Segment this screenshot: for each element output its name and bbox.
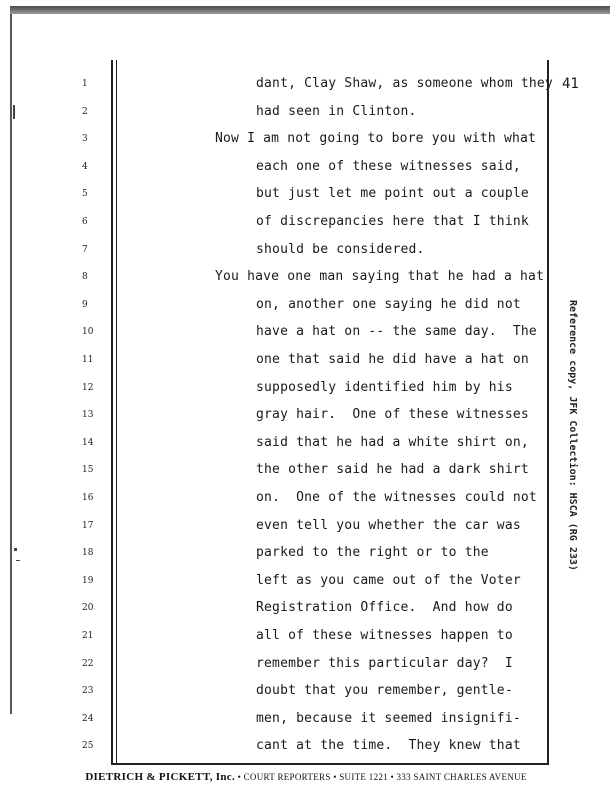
line-number: 18 [82, 548, 94, 558]
transcript-line: even tell you whether the car was [256, 518, 521, 533]
line-number: 1 [82, 79, 88, 89]
transcript-frame-inner-rule [116, 60, 117, 763]
transcript-line: left as you came out of the Voter [256, 573, 521, 588]
page-number: 41 [562, 76, 579, 92]
line-number: 4 [82, 162, 88, 172]
transcript-line: have a hat on -- the same day. The [256, 324, 537, 339]
transcript-line: cant at the time. They knew that [256, 738, 521, 753]
line-number: 11 [82, 355, 94, 365]
footer-service: COURT REPORTERS [243, 772, 331, 782]
line-number: 13 [82, 410, 94, 420]
transcript-line: remember this particular day? I [256, 656, 513, 671]
reference-copy-note: Reference copy, JFK Collection: HSCA (RG 233) [567, 300, 578, 571]
transcript-line: supposedly identified him by his [256, 380, 513, 395]
line-number: 21 [82, 631, 94, 641]
transcript-line: all of these witnesses happen to [256, 628, 513, 643]
footer-firm: DIETRICH & PICKETT, Inc. [85, 771, 236, 783]
page-left-edge [10, 14, 12, 714]
line-number: 2 [82, 107, 88, 117]
transcript-line: men, because it seemed insignifi- [256, 711, 521, 726]
transcript-line: parked to the right or to the [256, 545, 489, 560]
transcript-line: had seen in Clinton. [256, 104, 417, 119]
transcript-line: of discrepancies here that I think [256, 214, 529, 229]
transcript-line: one that said he did have a hat on [256, 352, 529, 367]
line-number: 20 [82, 603, 94, 613]
transcript-line: each one of these witnesses said, [256, 159, 521, 174]
line-number: 8 [82, 272, 88, 282]
transcript-line: Registration Office. And how do [256, 600, 513, 615]
scan-mark [14, 548, 17, 551]
footer-separator: • [333, 772, 337, 782]
transcript-line: dant, Clay Shaw, as someone whom they [256, 76, 553, 91]
line-number: 14 [82, 438, 94, 448]
transcript-line: on, another one saying he did not [256, 297, 521, 312]
footer-suite: SUITE 1221 [339, 772, 388, 782]
transcript-line: doubt that you remember, gentle- [256, 683, 513, 698]
scan-mark [13, 105, 15, 119]
transcript-line: should be considered. [256, 242, 425, 257]
line-number: 6 [82, 217, 88, 227]
line-number: 23 [82, 686, 94, 696]
transcript-line: but just let me point out a couple [256, 186, 529, 201]
transcript-line: on. One of the witnesses could not [256, 490, 537, 505]
footer [0, 771, 612, 783]
footer-separator: • [237, 772, 242, 782]
line-number: 16 [82, 493, 94, 503]
footer-address: 333 SAINT CHARLES AVENUE [396, 772, 527, 782]
scan-mark [16, 560, 20, 561]
line-number: 10 [82, 327, 94, 337]
line-number: 7 [82, 245, 88, 255]
line-number: 25 [82, 741, 94, 751]
line-number: 9 [82, 300, 88, 310]
line-number: 15 [82, 465, 94, 475]
transcript-line: gray hair. One of these witnesses [256, 407, 529, 422]
transcript-line: said that he had a white shirt on, [256, 435, 529, 450]
transcript-line: the other said he had a dark shirt [256, 462, 529, 477]
line-number: 19 [82, 576, 94, 586]
line-number: 24 [82, 714, 94, 724]
line-number: 3 [82, 134, 88, 144]
transcript-line: Now I am not going to bore you with what [215, 131, 537, 146]
page-top-edge [10, 6, 610, 14]
line-number: 22 [82, 659, 94, 669]
footer-separator: • [390, 772, 394, 782]
line-number: 17 [82, 521, 94, 531]
line-number: 5 [82, 189, 88, 199]
transcript-line: You have one man saying that he had a hat [215, 269, 545, 284]
line-number: 12 [82, 383, 94, 393]
